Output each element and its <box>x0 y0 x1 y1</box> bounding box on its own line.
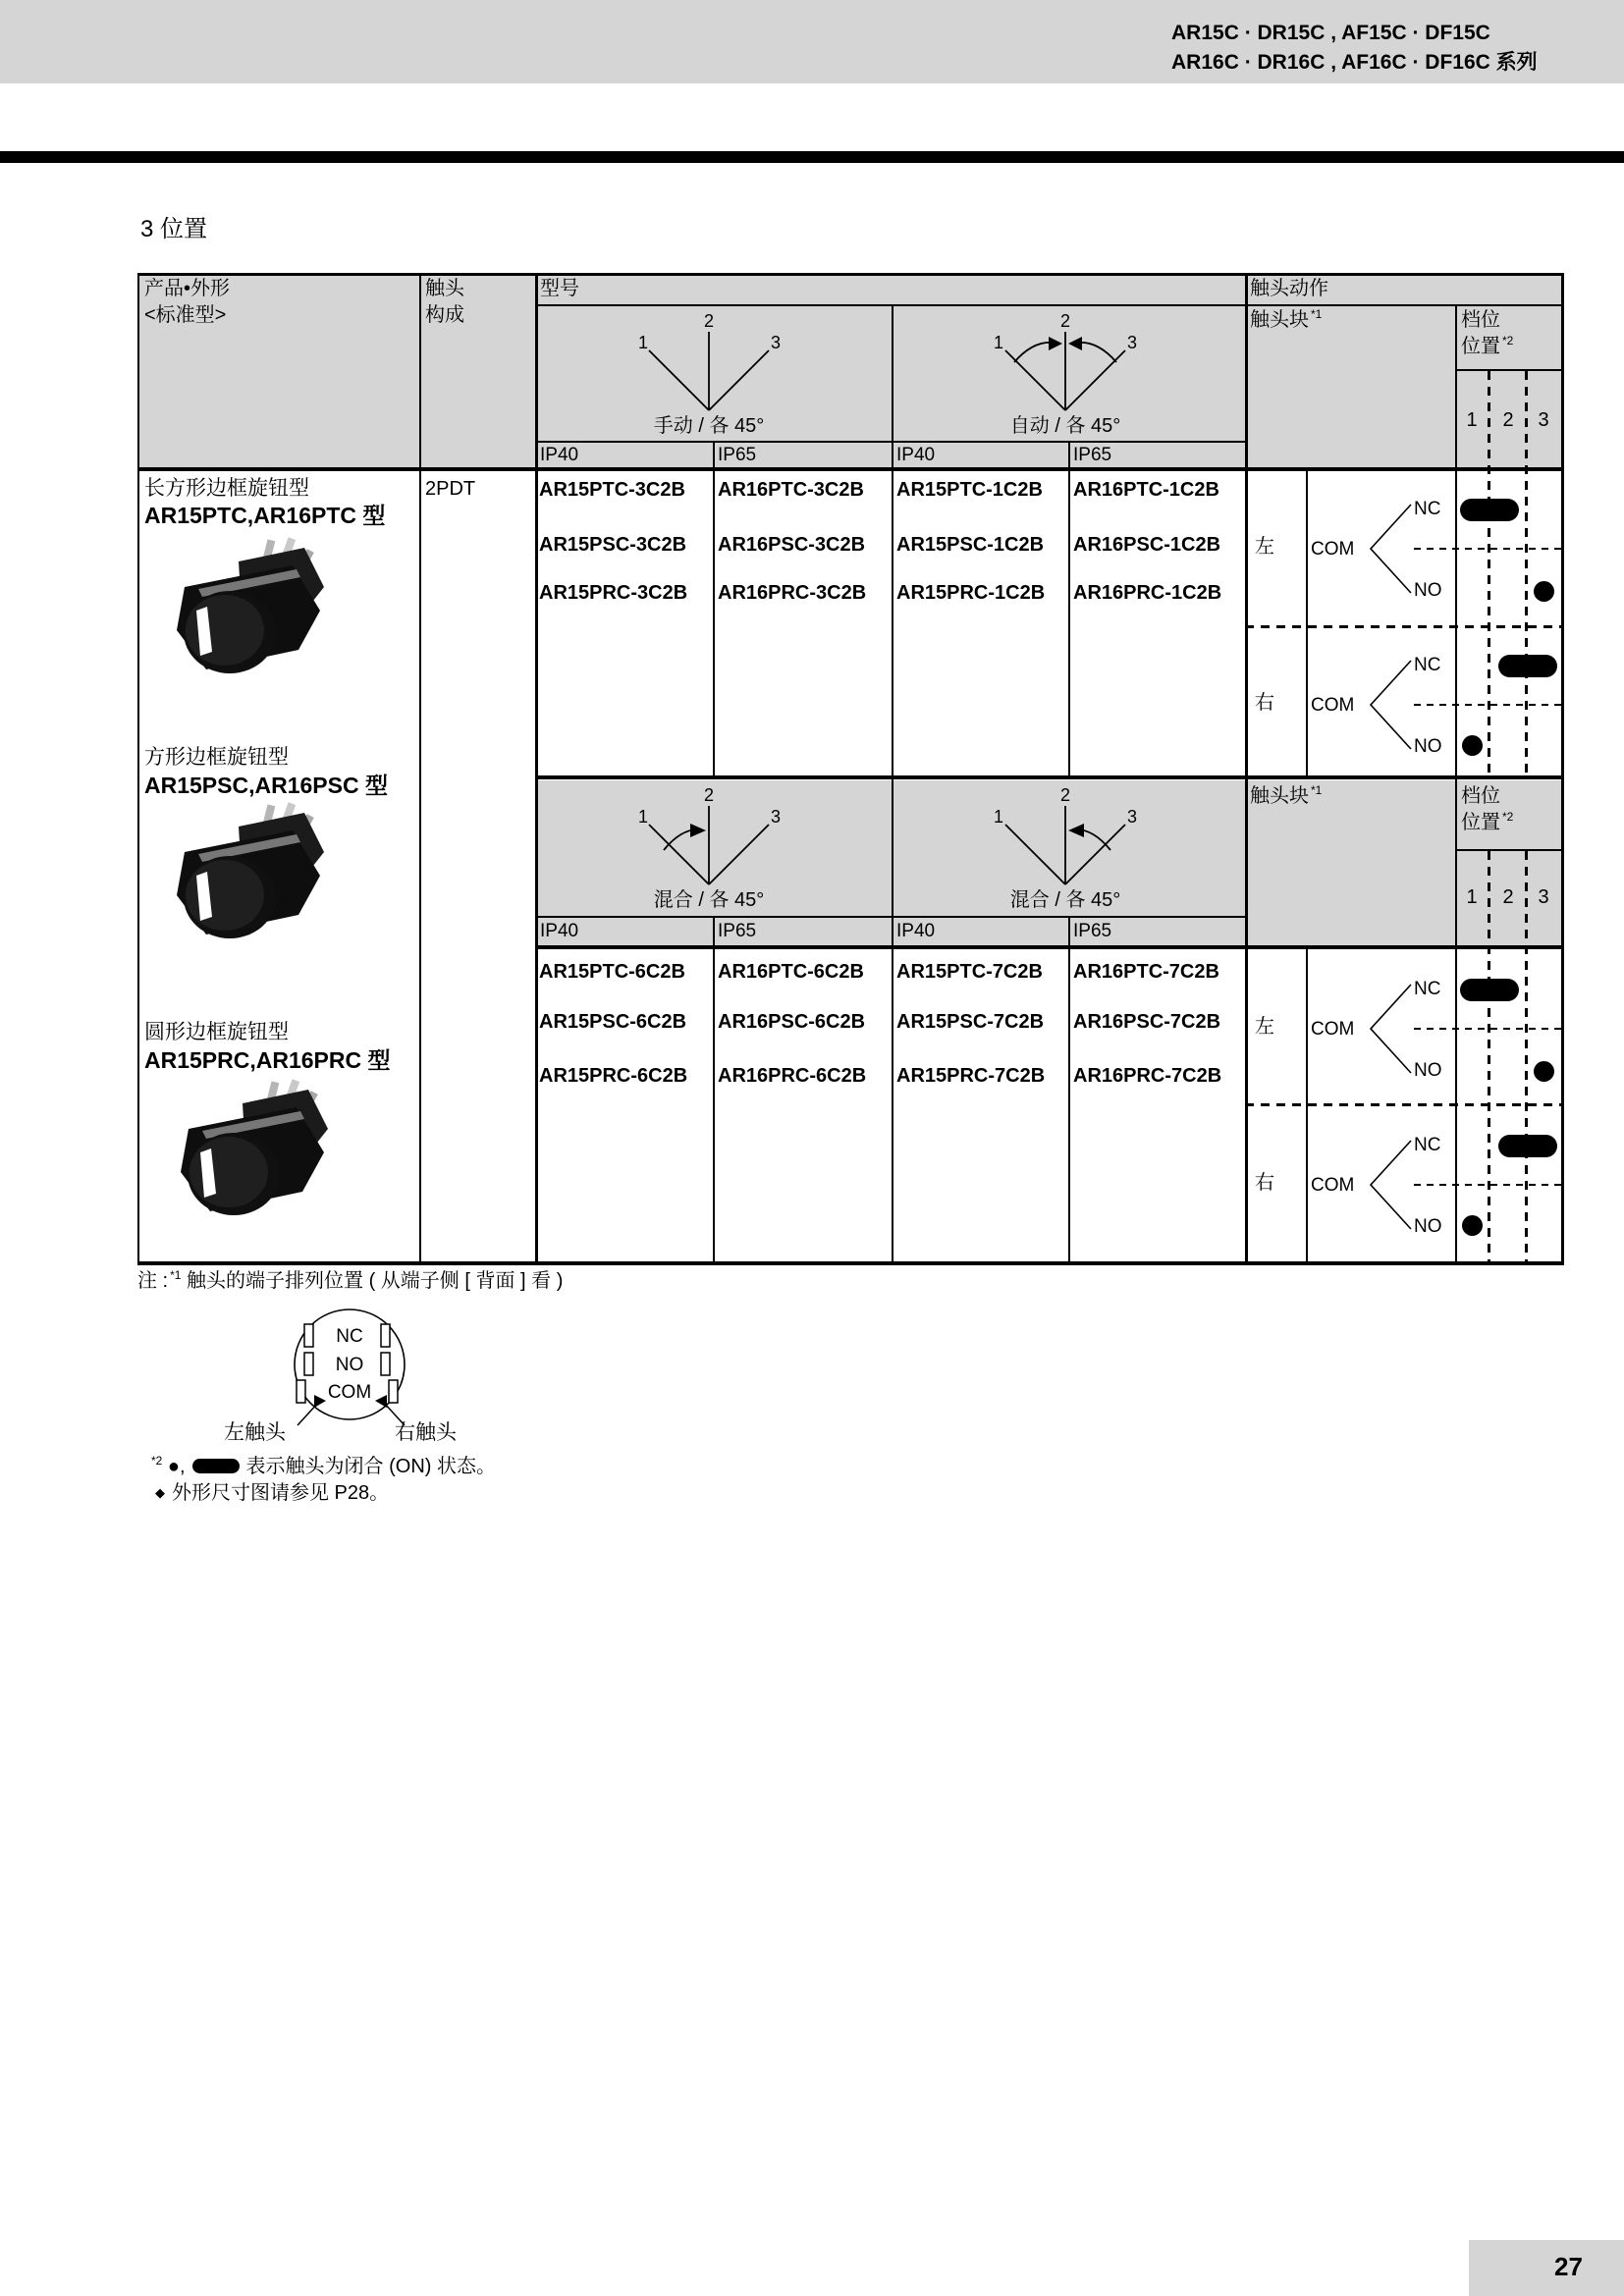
product-type-label: 方形边框旋钮型 <box>144 746 289 769</box>
ip-label: IP65 <box>1073 921 1112 941</box>
arrowhead <box>1068 337 1082 350</box>
photo-round-bezel-switch <box>181 1079 328 1215</box>
closed-contact-dot-l1-no <box>1534 581 1554 602</box>
ip-label: IP40 <box>896 445 936 465</box>
col-header-contact-2: 构成 <box>425 304 464 326</box>
model-cell: AR15PTC-3C2B <box>539 479 685 501</box>
model-cell: AR16PRC-1C2B <box>1073 582 1222 604</box>
series-title-line1: AR15C · DR15C , AF15C · DF15C <box>1171 22 1490 44</box>
footnote-2-text: 表示触头为闭合 (ON) 状态。 <box>245 1456 496 1477</box>
contact-block-header-2 <box>1250 785 1322 808</box>
auto-position-diagram <box>1005 332 1125 410</box>
diamond-bullet: ◆ <box>155 1485 165 1500</box>
diagram-digit: 3 <box>770 333 782 352</box>
model-cell: AR15PSC-1C2B <box>896 534 1045 556</box>
page-number: 27 <box>1554 2252 1583 2281</box>
footnote-ref-1: *1 <box>170 1268 182 1283</box>
col-header-product: 产品•外形 <box>144 278 231 299</box>
terminal-label-no: NO <box>335 1355 364 1375</box>
contact-block-header-1 <box>1250 309 1322 332</box>
footnote-1 <box>137 1270 563 1293</box>
side-label-right: 右 <box>1255 692 1274 714</box>
arrowhead <box>690 824 706 837</box>
gear-pos-label: 位置 <box>1461 812 1500 833</box>
right-contact-label: 右触头 <box>395 1421 457 1444</box>
diagram-caption-mixed-right: 混合 / 各 45° <box>1009 889 1121 911</box>
no-label: NO <box>1414 1216 1442 1237</box>
diagram-digit: 2 <box>703 311 715 331</box>
contact-block-label: 触头块 <box>1250 309 1309 331</box>
diagram-digit: 2 <box>1059 311 1071 331</box>
page-number-box <box>1469 2240 1624 2296</box>
terminal-label-com: COM <box>327 1382 372 1403</box>
diagram-caption-auto: 自动 / 各 45° <box>1009 415 1121 437</box>
left-contact-label: 左触头 <box>224 1421 286 1444</box>
diagram-digit: 1 <box>637 333 649 352</box>
col-header-model: 型号 <box>540 278 579 299</box>
com-label: COM <box>1311 539 1355 560</box>
com-fork-right-2 <box>1371 1141 1411 1229</box>
com-label: COM <box>1311 1175 1355 1196</box>
com-fork-left-1 <box>1371 505 1411 593</box>
diagram-digit: 2 <box>703 785 715 805</box>
gear-pos-header-1b <box>1461 336 1513 358</box>
footnote-2 <box>149 1456 496 1478</box>
gear-pos-header-2a: 档位 <box>1461 785 1500 807</box>
ip-label: IP40 <box>540 921 579 941</box>
model-cell: AR16PTC-6C2B <box>718 961 864 983</box>
com-fork-right-1 <box>1371 661 1411 749</box>
model-cell: AR16PSC-1C2B <box>1073 534 1221 556</box>
com-fork-left-2 <box>1371 985 1411 1073</box>
diagram-caption-mixed-left: 混合 / 各 45° <box>653 889 765 911</box>
model-cell: AR15PRC-6C2B <box>539 1065 688 1087</box>
model-cell: AR16PRC-7C2B <box>1073 1065 1222 1087</box>
product-type-label: 圆形边框旋钮型 <box>144 1021 289 1043</box>
terminal-label-nc: NC <box>336 1326 363 1347</box>
com-label: COM <box>1311 695 1355 716</box>
model-cell: AR16PSC-6C2B <box>718 1011 866 1033</box>
gear-pos-1-col2: 2 <box>1502 409 1514 431</box>
com-label: COM <box>1311 1019 1355 1040</box>
footnote-ref-1: *1 <box>1311 783 1323 798</box>
closed-contact-dot-r1-no <box>1462 735 1483 756</box>
closed-contact-dot-r2-no <box>1462 1215 1483 1236</box>
model-cell: AR15PTC-7C2B <box>896 961 1043 983</box>
model-cell: AR16PRC-3C2B <box>718 582 867 604</box>
mixed-left-position-diagram <box>649 806 769 884</box>
model-cell: AR16PTC-7C2B <box>1073 961 1219 983</box>
closed-contact-bar-symbol <box>192 1459 240 1473</box>
nc-label: NC <box>1414 1135 1441 1155</box>
closed-contact-bar-l1-nc <box>1460 499 1519 521</box>
diagram-digit: 3 <box>1126 333 1138 352</box>
closed-contact-bar-l2-nc <box>1460 979 1519 1001</box>
gear-pos-2-col1: 1 <box>1466 886 1478 908</box>
gear-pos-2-col2: 2 <box>1502 886 1514 908</box>
ip-label: IP40 <box>540 445 579 465</box>
product-model-label: AR15PRC,AR16PRC 型 <box>144 1047 391 1073</box>
diagram-digit: 3 <box>770 807 782 827</box>
mixed-right-position-diagram <box>1005 806 1125 884</box>
ip-label: IP65 <box>718 921 757 941</box>
contact-block-label: 触头块 <box>1250 785 1309 807</box>
series-title-line2: AR16C · DR16C , AF16C · DF16C 系列 <box>1171 51 1538 74</box>
diagram-digit: 2 <box>1059 785 1071 805</box>
footnote-3-text: 外形尺寸图请参见 P28。 <box>172 1482 390 1504</box>
nc-label: NC <box>1414 655 1441 675</box>
diagram-digit: 1 <box>993 807 1004 827</box>
gear-pos-label: 位置 <box>1461 336 1500 357</box>
page-title: 3 位置 <box>140 216 208 242</box>
photo-square-bezel-switch <box>177 802 324 938</box>
col-header-product-sub: <标准型> <box>144 304 227 326</box>
diagram-digit: 1 <box>993 333 1004 352</box>
col-header-contact-1: 触头 <box>425 278 464 299</box>
side-label-left: 左 <box>1255 1016 1274 1038</box>
ip-label: IP40 <box>896 921 936 941</box>
col-header-action: 触头动作 <box>1250 278 1328 299</box>
product-type-label: 长方形边框旋钮型 <box>144 477 309 500</box>
model-cell: AR15PSC-6C2B <box>539 1011 687 1033</box>
manual-position-diagram <box>649 332 769 410</box>
product-model-label: AR15PSC,AR16PSC 型 <box>144 773 388 798</box>
footnote-ref-2: *2 <box>1502 810 1514 825</box>
closed-dot-symbol: ●, <box>167 1456 186 1477</box>
diagram-caption-manual: 手动 / 各 45° <box>653 415 765 437</box>
closed-contact-bar-r2-nc <box>1498 1135 1557 1157</box>
model-cell: AR16PRC-6C2B <box>718 1065 867 1087</box>
footnote-ref-2: *2 <box>151 1454 163 1468</box>
no-label: NO <box>1414 580 1442 601</box>
nc-label: NC <box>1414 979 1441 999</box>
arrowhead <box>1068 824 1084 837</box>
gear-pos-1-col3: 3 <box>1538 409 1549 431</box>
closed-contact-bar-r1-nc <box>1498 655 1557 677</box>
gear-pos-header-1a: 档位 <box>1461 309 1500 331</box>
model-cell: AR16PSC-7C2B <box>1073 1011 1221 1033</box>
model-cell: AR15PRC-7C2B <box>896 1065 1046 1087</box>
model-cell: AR15PSC-7C2B <box>896 1011 1045 1033</box>
footnote-1-text: 触头的端子排列位置 ( 从端子侧 [ 背面 ] 看 ) <box>187 1270 564 1292</box>
footnote-ref-2: *2 <box>1502 334 1514 348</box>
arrowhead <box>1049 337 1062 350</box>
diagram-digit: 1 <box>637 807 649 827</box>
no-label: NO <box>1414 736 1442 757</box>
model-cell: AR15PRC-1C2B <box>896 582 1046 604</box>
model-cell: AR15PSC-3C2B <box>539 534 687 556</box>
ip-label: IP65 <box>718 445 757 465</box>
photo-rect-bezel-switch <box>177 537 324 673</box>
ip-label: IP65 <box>1073 445 1112 465</box>
diagram-digit: 3 <box>1126 807 1138 827</box>
no-label: NO <box>1414 1060 1442 1081</box>
side-label-left: 左 <box>1255 536 1274 558</box>
model-cell: AR16PSC-3C2B <box>718 534 866 556</box>
gear-pos-1-col1: 1 <box>1466 409 1478 431</box>
model-cell: AR15PTC-1C2B <box>896 479 1043 501</box>
footnote-prefix: 注 : <box>137 1270 169 1292</box>
model-cell: AR16PTC-1C2B <box>1073 479 1219 501</box>
model-cell: AR15PTC-6C2B <box>539 961 685 983</box>
closed-contact-dot-l2-no <box>1534 1061 1554 1082</box>
gear-pos-2-col3: 3 <box>1538 886 1549 908</box>
nc-label: NC <box>1414 499 1441 519</box>
product-model-label: AR15PTC,AR16PTC 型 <box>144 503 386 528</box>
contact-config-value: 2PDT <box>425 478 476 500</box>
footnote-3 <box>155 1482 389 1505</box>
model-cell: AR15PRC-3C2B <box>539 582 688 604</box>
gear-pos-header-2b <box>1461 812 1513 834</box>
side-label-right: 右 <box>1255 1172 1274 1194</box>
footnote-ref-1: *1 <box>1311 307 1323 322</box>
model-cell: AR16PTC-3C2B <box>718 479 864 501</box>
